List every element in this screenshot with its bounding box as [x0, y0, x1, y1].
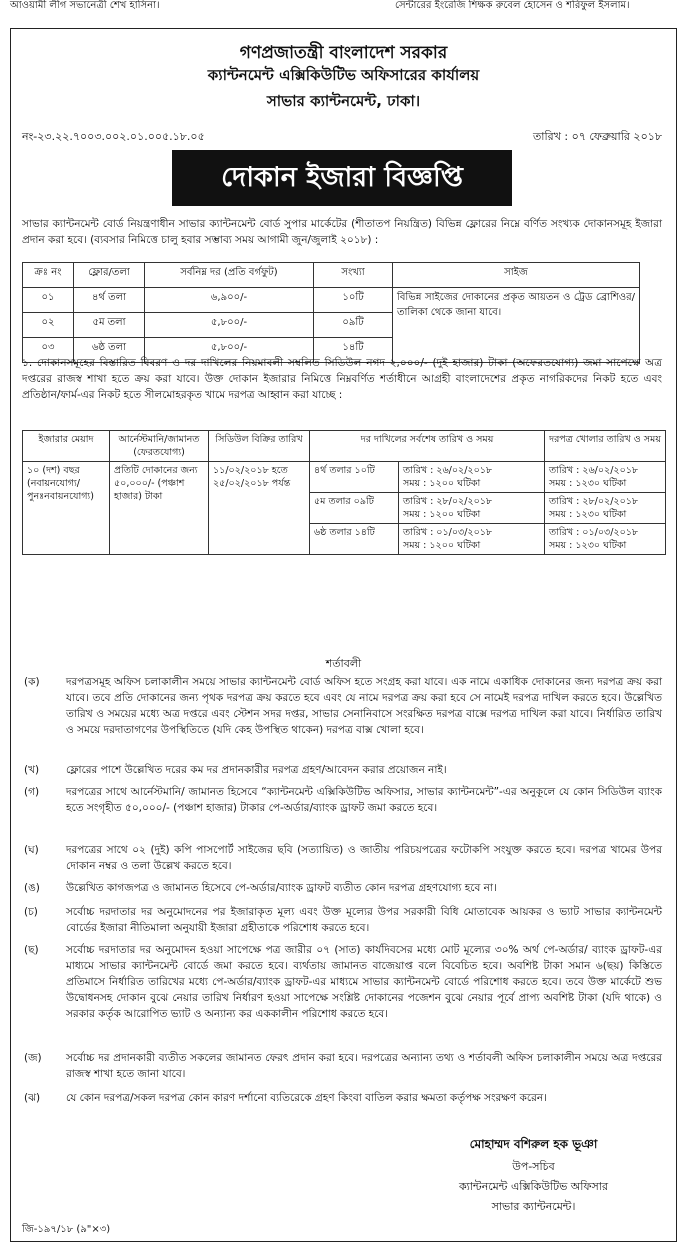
cell-floor: ৪র্থ তলার ১০টি [310, 462, 399, 493]
cell-size-note: বিভিন্ন সাইজের দোকানের প্রকৃত আয়তন ও ট্রেড ব্রোশিওর/তালিকা থেকে জানা যাবে। [393, 288, 640, 363]
condition-label: (ক) [24, 676, 40, 688]
top-strip-left: আওয়ামী লীগ সভানেত্রী শেখ হাসিনা। [10, 0, 160, 11]
cell-rate: ৬,৯০০/- [145, 288, 314, 313]
signatory-office: ক্যান্টনমেন্ট এক্সিকিউটিভ অফিসার [458, 1180, 609, 1193]
open-time: সময় : ১২৩০ ঘটিকা [549, 540, 627, 551]
condition-item [22, 904, 662, 938]
condition-label: (ছ) [24, 944, 39, 956]
condition-label: (জ) [24, 1052, 42, 1064]
condition-label: (ঘ) [24, 844, 39, 856]
header-office: ক্যান্টনমেন্ট এক্সিকিউটিভ অফিসারের কার্যালয় [207, 66, 480, 84]
condition-label: (ঙ) [24, 882, 40, 894]
condition-item [22, 762, 662, 780]
cell-submit [399, 524, 545, 555]
col-deposit: আর্নেস্টমানি/জামানত (ফেরতযোগ্য) [110, 431, 209, 462]
condition-label: (ঝ) [24, 1092, 41, 1104]
open-date: তারিখ : ০১/০৩/২০১৮ [549, 527, 639, 538]
cell-floor: ৪র্থ তলা [74, 288, 145, 313]
paragraph-1: ১. দোকানসমূহের বিস্তারিত বিবরণ ও দর দাখিলের নিয়মাবলী সম্বলিত সিডিউল নগদ ২,০০০/- (দুই হাজার) টাকা (অফেরতযোগ্য) জমা সাপেক্ষে অত্র দপ্তরের রাজস্ব শাখা হতে ক্রয় করা যাবে। উক্ত দোকান ইজারার নিমিত্তে নিম্নবর্ণিত শর্তাধীনে আগ্রহী বাংলাদেশের প্রকৃত নাগরিকদের নিকট হতে এবং প্রতিষ্ঠান/ফার্ম-এর নিকট হতে সীলমোহরকৃত খামে দরপত্র আহ্বান করা যাচ্ছে : [22, 357, 662, 401]
open-time: সময় : ১২৩০ ঘটিকা [549, 478, 627, 489]
condition-item [22, 1090, 662, 1124]
col-floor: ফ্লোর/তলা [74, 263, 145, 288]
col-lease: ইজারার মেয়াদ [23, 431, 110, 462]
condition-label: (চ) [24, 906, 38, 918]
submit-time: সময় : ১২০০ ঘটিকা [403, 478, 481, 489]
condition-label: (খ) [24, 764, 40, 776]
cell-submit [399, 493, 545, 524]
condition-text: দরপত্রসমূহ অফিস চলাকালীন সময়ে সাভার ক্যান্টনমেন্ট বোর্ড অফিস হতে সংগ্রহ করা যাবে। এক নামে একাধিক দোকানের জন্য দরপত্র ক্রয় করা যাবে। তবে প্রতি দোকানের জন্য পৃথক দরপত্র ক্রয় করতে হবে এবং যে নামে দরপত্র ক্রয় করা হবে সে নামেই দরপত্র দাখিল করতে হবে। উল্লেখিত তারিখ ও সময়ের মধ্যে অত্র দপ্তরে এবং স্টেশন সদর দপ্তর, সাভার সেনানিবাসে সংরক্ষিত দরপত্র বাক্সে দরপত্র দাখিল করা যাবে। নির্ধারিত তারিখ ও সময়ে দরদাতাগণের উপস্থিতিতে (যদি কেহ উপস্থিত থাকেন) দরপত্র বাক্স খোলা হবে। [66, 676, 662, 736]
condition-text: উল্লেখিত কাগজপত্র ও জামানত হিসেবে পে-অর্ডার/ব্যাংক ড্রাফট ব্যতীত কোন দরপত্র গ্রহণযোগ্য হবে না। [66, 882, 497, 894]
memo-number: নং-২৩.২২.৭০০৩.০০২.০১.০০৫.১৮.০৫ [22, 130, 205, 143]
condition-item [22, 1050, 662, 1084]
submit-date: তারিখ : ০১/০৩/২০১৮ [403, 527, 493, 538]
schedule-table [22, 430, 666, 555]
open-date: তারিখ : ২৮/০২/২০১৮ [549, 496, 639, 507]
col-count: সংখ্যা [314, 263, 393, 288]
condition-item [22, 880, 662, 898]
header-location: সাভার ক্যান্টনমেন্ট, ঢাকা। [266, 92, 421, 110]
cell-rate: ৫,৮০০/- [145, 313, 314, 338]
signatory-place: সাভার ক্যান্টনমেন্ট। [491, 1200, 576, 1213]
cell-count: ০৯টি [314, 313, 393, 338]
cell-submit [399, 462, 545, 493]
col-submit: দর দাখিলের সর্বশেষ তারিখ ও সময় [310, 431, 545, 462]
signatory-name: মোহাম্মদ বশিরুল হক ভূঞা [469, 1137, 598, 1151]
notice-date: তারিখ : ০৭ ফেব্রুয়ারি ২০১৮ [533, 130, 662, 143]
cell-floor: ৬ষ্ঠ তলার ১৪টি [310, 524, 399, 555]
cell-count: ১৪টি [314, 338, 393, 363]
condition-text: সর্বোচ্চ দরদাতার দর অনুমোদন হওয়া সাপেক্ষে পত্র জারীর ০৭ (সাত) কার্যদিবসের মধ্যে মোট মূল্যের ৩০% অর্থ পে-অর্ডার/ ব্যাংক ড্রাফট-এর মাধ্যমে সাভার ক্যান্টনমেন্ট বোর্ডে জমা করতে হবে। ব্যর্থতায় জামানত বাজেয়াপ্ত বলে বিবেচিত হবে। অবশিষ্ট টাকা সমান ৬(ছয়) কিস্তিতে প্রতিমাসে নির্ধারিত তারিখের মধ্যে পে-অর্ডার/ব্যাংক ড্রাফট-এর মাধ্যমে সাভার ক্যান্টনমেন্ট বোর্ডে পরিশোধ করতে হবে। তবে উক্ত মার্কেটে শুভ উদ্বোধনসহ দোকান বুঝে নেয়ার তারিখ নির্ধারণ হওয়া সাপেক্ষে সংশ্লিষ্ট দোকানের পজেশন বুঝে নেয়ার পূর্বে প্রাপ্য অবশিষ্ট টাকা (যদি থাকে) ও সরকার কর্তৃক আরোপিত ভ্যাট ও অন্যান্য কর এককালীন পরিশোধ করতে হবে। [66, 944, 662, 1020]
cell-lease: ১০ (দশ) বছর (নবায়নযোগ্য/পুনঃনবায়নযোগ্য) [23, 462, 110, 555]
cell-sl: ০১ [23, 288, 74, 313]
top-strip-right: সেন্টারের ইংরেজি শিক্ষক রুবেল হোসেন ও শরিফুল ইসলাম। [395, 0, 630, 11]
table-row [23, 288, 640, 313]
cell-sale: ১১/০২/২০১৮ হতে ২৫/০২/২০১৮ পর্যন্ত [209, 462, 310, 555]
cell-deposit: প্রতিটি দোকানের জন্য ৫০,০০০/- (পঞ্চাশ হাজার) টাকা [110, 462, 209, 555]
col-open: দরপত্র খোলার তারিখ ও সময় [545, 431, 666, 462]
col-sale: সিডিউল বিক্রির তারিখ [209, 431, 310, 462]
condition-text: যে কোন দরপত্র/সকল দরপত্র কোন কারণ দর্শানো ব্যতিরেকে গ্রহণ কিংবা বাতিল করার ক্ষমতা কর্তৃপক্ষ সংরক্ষণ করেন। [66, 1092, 547, 1104]
conditions-title: শর্তাবলী [325, 657, 362, 670]
intro-paragraph: সাভার ক্যান্টনমেন্ট বোর্ড নিয়ন্ত্রণাধীন সাভার ক্যান্টনমেন্ট বোর্ড সুপার মার্কেটের (শীতাতপ নিয়ন্ত্রিত) বিভিন্ন ফ্লোরের নিম্নে বর্ণিত সংখ্যক দোকানসমূহ ইজারা প্রদান করা হবে। (ব্যবসার নিমিত্তে চালু হবার সম্ভাব্য সময় আগামী জুন/জুলাই ২০১৮) : [22, 218, 662, 246]
cell-floor: ৫ম তলা [74, 313, 145, 338]
notice-title: দোকান ইজারা বিজ্ঞপ্তি [172, 150, 512, 206]
col-size: সাইজ [393, 263, 640, 288]
condition-item [22, 674, 662, 754]
condition-text: দরপত্রের সাথে আর্নেস্টমানি/ জামানত হিসেবে “ক্যান্টনমেন্ট এক্সিকিউটিভ অফিসার, সাভার ক্যান্টনমেন্ট”-এর অনুকূলে যে কোন সিডিউল ব্যাংক হতে সংগৃহীত ৫০,০০০/- (পঞ্চাশ হাজার) টাকার পে-অর্ডার/ব্যাংক ড্রাফট জমা করতে হবে। [66, 786, 662, 814]
open-date: তারিখ : ২৬/০২/২০১৮ [549, 465, 639, 476]
schedule-table-header [23, 431, 666, 462]
cell-floor: ৬ষ্ঠ তলা [74, 338, 145, 363]
cell-open [545, 493, 666, 524]
cell-floor: ৫ম তলার ০৯টি [310, 493, 399, 524]
table-row [23, 462, 666, 493]
condition-item [22, 942, 662, 1042]
open-time: সময় : ১২৩০ ঘটিকা [549, 509, 627, 520]
cell-open [545, 524, 666, 555]
shop-table-header [23, 263, 640, 288]
reference-row [22, 128, 662, 147]
condition-label: (গ) [24, 786, 40, 798]
shop-table [22, 262, 640, 363]
condition-item [22, 784, 662, 834]
cell-rate: ৫,৮০০/- [145, 338, 314, 363]
cell-open [545, 462, 666, 493]
signatory-title: উপ-সচিব [512, 1160, 555, 1173]
submit-date: তারিখ : ২৮/০২/২০১৮ [403, 496, 493, 507]
col-rate: সর্বনিম্ন দর (প্রতি বর্গফুট) [145, 263, 314, 288]
cell-count: ১০টি [314, 288, 393, 313]
cell-sl: ০৩ [23, 338, 74, 363]
submit-time: সময় : ১২০০ ঘটিকা [403, 509, 481, 520]
condition-text: দরপত্রের সাথে ০২ (দুই) কপি পাসপোর্ট সাইজের ছবি (সত্যায়িত) ও জাতীয় পরিচয়পত্রের ফটোকপি সংযুক্ত করতে হবে। দরপত্র খামের উপর দোকান নম্বর ও তলা উল্লেখ করতে হবে। [66, 844, 662, 872]
submit-time: সময় : ১২০০ ঘটিকা [403, 540, 481, 551]
condition-text: সর্বোচ্চ দর প্রদানকারী ব্যতীত সকলের জামানত ফেরৎ প্রদান করা হবে। দরপত্রের অন্যান্য তথ্য ও শর্তাবলী অফিস চলাকালীন সময়ে অত্র দপ্তরের রাজস্ব শাখা হতে জানা যাবে। [66, 1052, 662, 1080]
footer-code: জি-১৯৭/১৮ (৯"×৩) [22, 1224, 111, 1235]
header-govt: গণপ্রজাতন্ত্রী বাংলাদেশ সরকার [239, 43, 448, 63]
top-strip [0, 0, 687, 16]
condition-text: সর্বোচ্চ দরদাতার দর অনুমোদনের পর ইজারাকৃত মূল্য এবং উক্ত মূল্যের উপর সরকারী বিধি মোতাবেক আয়কর ও ভ্যাট সাভার ক্যান্টনমেন্ট বোর্ডের ইজারা নীতিমালা অনুযায়ী ইজারা গ্রহীতাকে পরিশোধ করতে হবে। [66, 906, 662, 934]
condition-item [22, 842, 662, 876]
cell-sl: ০২ [23, 313, 74, 338]
condition-text: ফ্লোরের পাশে উল্লেখিত দরের কম দর প্রদানকারীর দরপত্র গ্রহণ/আবেদন করার প্রয়োজন নাই। [66, 764, 447, 776]
col-sl: ক্রঃ নং [23, 263, 74, 288]
submit-date: তারিখ : ২৬/০২/২০১৮ [403, 465, 493, 476]
